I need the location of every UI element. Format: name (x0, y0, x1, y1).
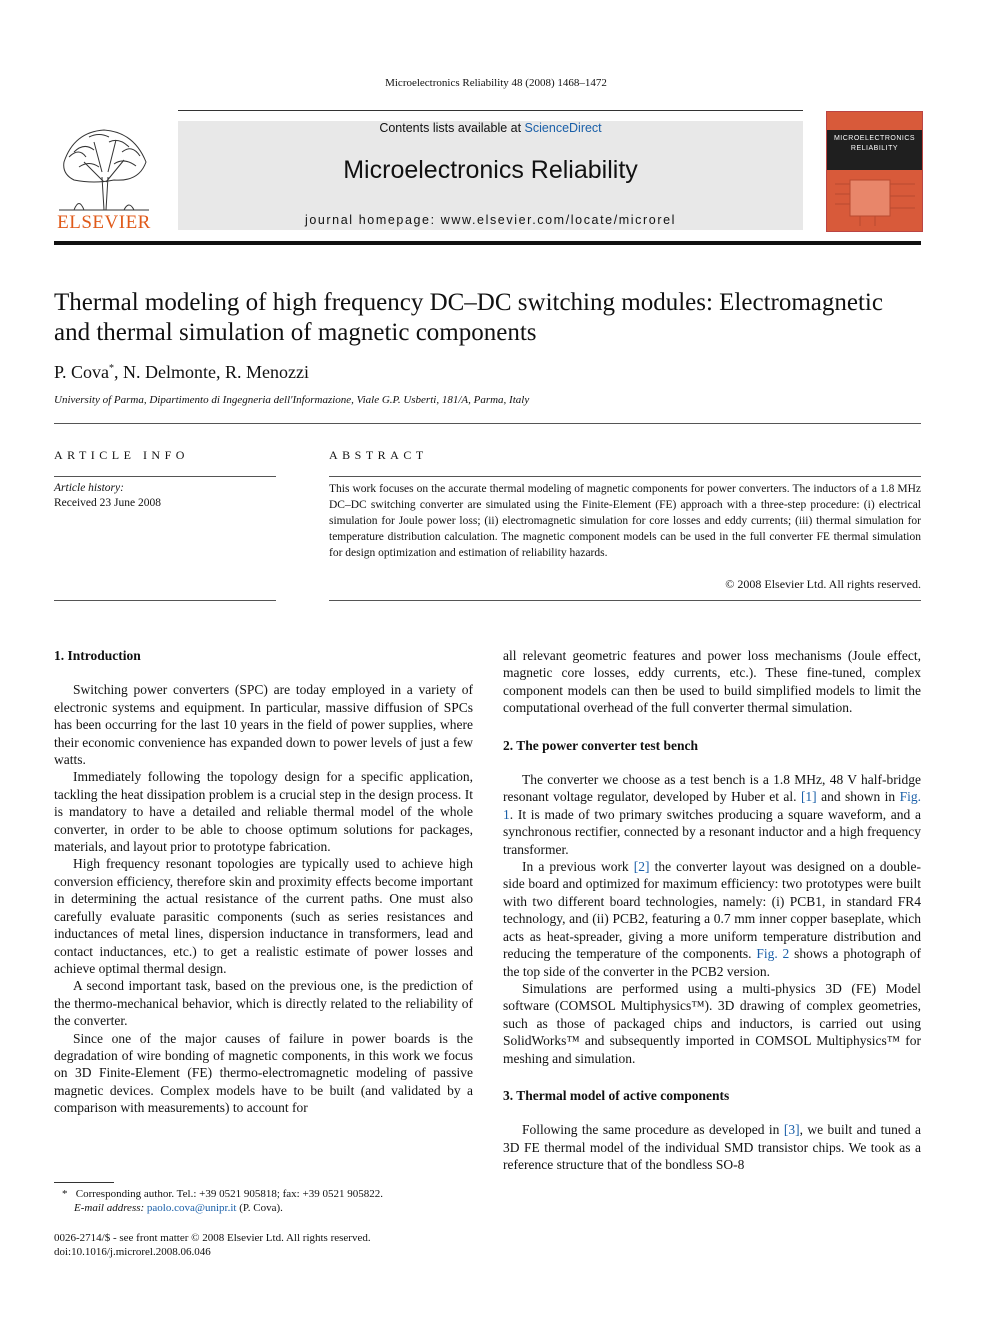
article-title (54, 288, 934, 348)
paragraph: In a previous work [2] the converter layout was designed on a double-side board and optimized for maximum efficiency: two prototypes were built with two different board technologies, namely: (i) PCB1, in standard FR4 technology, and (ii) PCB2, featuring a 0.7 mm inner copper baseplate, which acts as heat-spreader, giving a more uniform temperature distribution and reducing the temperature of the components. Fig. 2 shows a photograph of the top side of the converter in the PCB2 version. (503, 859, 921, 979)
abstract-heading: ABSTRACT (329, 448, 428, 462)
affiliation: University of Parma, Dipartimento di Ingegneria dell'Informazione, Viale G.P. Usberti, 181/A, Parma, Italy (54, 394, 530, 406)
doi-line[interactable]: doi:10.1016/j.microrel.2008.06.046 (54, 1246, 211, 1258)
bottom-matter (54, 1231, 371, 1259)
abstract-copyright: © 2008 Elsevier Ltd. All rights reserved. (725, 577, 921, 591)
article-info-bottom-rule (54, 600, 276, 601)
journal-cover-thumbnail (826, 111, 923, 232)
paragraph: all relevant geometric features and power loss mechanisms (Joule effect, magnetic core losses, eddy currents, etc.). These fine-tuned, complex component models can then be used to build simplified models to limit the computational overhead of the full converter thermal simulation. (503, 648, 921, 716)
article-title-line2: and thermal simulation of magnetic components (54, 319, 537, 346)
body-column-left (54, 647, 473, 1117)
front-matter-rule (54, 423, 921, 424)
paragraph: Simulations are performed using a multi-physics 3D (FE) Model software (COMSOL Multiphysics™). 3D drawing of complex geometries, such as those of packaged chips and inductors, is carried out using SolidWorks™ and subsequently imported in COMSOL Multiphysics™ for meshing and simulation. (503, 980, 921, 1066)
fig-2-link[interactable]: Fig. 2 (756, 946, 790, 962)
section-1-title: 1. Introduction (54, 648, 141, 663)
journal-homepage[interactable]: journal homepage: www.elsevier.com/locate/microrel (304, 213, 677, 227)
paragraph: Following the same procedure as developed in [3], we built and tuned a 3D FE thermal model of the individual SMD transistor chips. We took as a reference structure that of the bondless SO-8 (503, 1122, 921, 1173)
ref-3-link[interactable]: [3] (783, 1122, 800, 1138)
abstract-bottom-rule (329, 600, 921, 601)
paragraph: High frequency resonant topologies are typically used to achieve high conversion efficiency, therefore skin and proximity effects become important in determining the actual resistance of the current paths. One must also carefully evaluate parasitic components (such as series resistances and inductances of metal lines, dispersion inductance in transformers, lead and contact inductances, etc.) to get a realistic estimate of power losses and achieve optimal thermal design. (54, 856, 473, 976)
fig-1-link[interactable]: Fig. 1 (503, 789, 921, 822)
article-title-line1: Thermal modeling of high frequency DC–DC switching modules: Electromagnetic (54, 289, 883, 316)
section-3-title: 3. Thermal model of active components (503, 1087, 730, 1103)
cover-chip-graphic (835, 174, 915, 226)
sciencedirect-link[interactable]: ScienceDirect (524, 121, 602, 135)
history-label: Article history: (54, 482, 124, 494)
author-list (54, 362, 309, 383)
paragraph: Since one of the major causes of failure in power boards is the degradation of wire bonding of magnetic components, in this work we focus on 3D Finite-Element (FE) thermo-electromagnetic modeling of passive magnetic devices. Complex models have to be built (and validated by a comparison with measurements) to account for (54, 1030, 473, 1116)
header-thick-rule (54, 241, 921, 245)
journal-citation: Microelectronics Reliability 48 (2008) 1468–1472 (385, 77, 607, 89)
corresponding-author-note: Corresponding author. Tel.: +39 0521 905818; fax: +39 0521 905822. (75, 1188, 383, 1200)
author-cova: P. Cova (54, 362, 110, 382)
paragraph: The converter we choose as a test bench is a 1.8 MHz, 48 V half-bridge resonant voltage regulator, developed by Huber et al. [1] and shown in Fig. 1. It is made of two primary switches producing a square waveform, and a synchronous rectifier, connected by a resonant inductor and a high frequency transformer. (503, 772, 921, 857)
journal-title: Microelectronics Reliability (343, 156, 638, 184)
footnote-rule (54, 1182, 114, 1183)
author-email-link[interactable]: paolo.cova@unipr.it (146, 1202, 237, 1214)
contents-line (178, 121, 803, 135)
ref-1-link[interactable]: [1] (800, 789, 817, 805)
email-label: E-mail address: (74, 1202, 145, 1214)
article-info-rule (54, 476, 276, 477)
issn-line: 0026-2714/$ - see front matter © 2008 Elsevier Ltd. All rights reserved. (54, 1232, 371, 1244)
abstract-rule (329, 476, 921, 477)
cover-title: MICROELECTRONICS RELIABILITY (833, 135, 916, 152)
header-rule (178, 110, 803, 111)
footnote (54, 1187, 383, 1215)
paragraph: Switching power converters (SPC) are today employed in a variety of electronic systems and equipment. In particular, massive diffusion of SPCs has been occurring for the last 10 years in the field of power supplies, where their economic convenience has expanded down to power levels of just a few watts. (54, 682, 473, 768)
authors-rest: , N. Delmonte, R. Menozzi (114, 362, 309, 382)
section-2-title: 2. The power converter test bench (503, 737, 698, 753)
elsevier-wordmark: ELSEVIER (57, 212, 151, 233)
article-info-heading: ARTICLE INFO (54, 448, 189, 462)
contents-prefix: Contents lists available at (379, 121, 525, 135)
abstract-text: This work focuses on the accurate thermal modeling of magnetic components for power converters. The inductors of a 1.8 MHz DC–DC switching converter are simulated using the Finite-Element (FE) approach with a three-step procedure: (i) electrical simulation for Joule power loss; (ii) electromagnetic simulation for core losses and eddy currents; (iii) thermal simulation for temperature distribution calculation. The magnetic component models can be used in the full converter FE thermal simulation for design optimization and estimation of reliability hazards. (329, 483, 921, 559)
received-date: Received 23 June 2008 (54, 497, 161, 509)
email-suffix: (P. Cova). (236, 1202, 283, 1214)
ref-2-link[interactable]: [2] (633, 859, 650, 875)
paragraph: Immediately following the topology design for a specific application, tackling the heat dissipation problem is a crucial step in the design process. It is mandatory to have a detailed and reliable thermal model of the whole converter, in order to be able to choose optimum solutions for packages, materials, and layout prior to prototype fabrication. (54, 769, 473, 855)
paragraph: A second important task, based on the previous one, is the prediction of the thermo-mechanical behavior, which is directly related to the reliability of the converter. (54, 978, 473, 1029)
body-column-right (503, 647, 921, 1174)
corresponding-author-mark[interactable]: * (109, 363, 115, 374)
footnote-mark: * (62, 1188, 68, 1200)
article-history (54, 481, 161, 511)
